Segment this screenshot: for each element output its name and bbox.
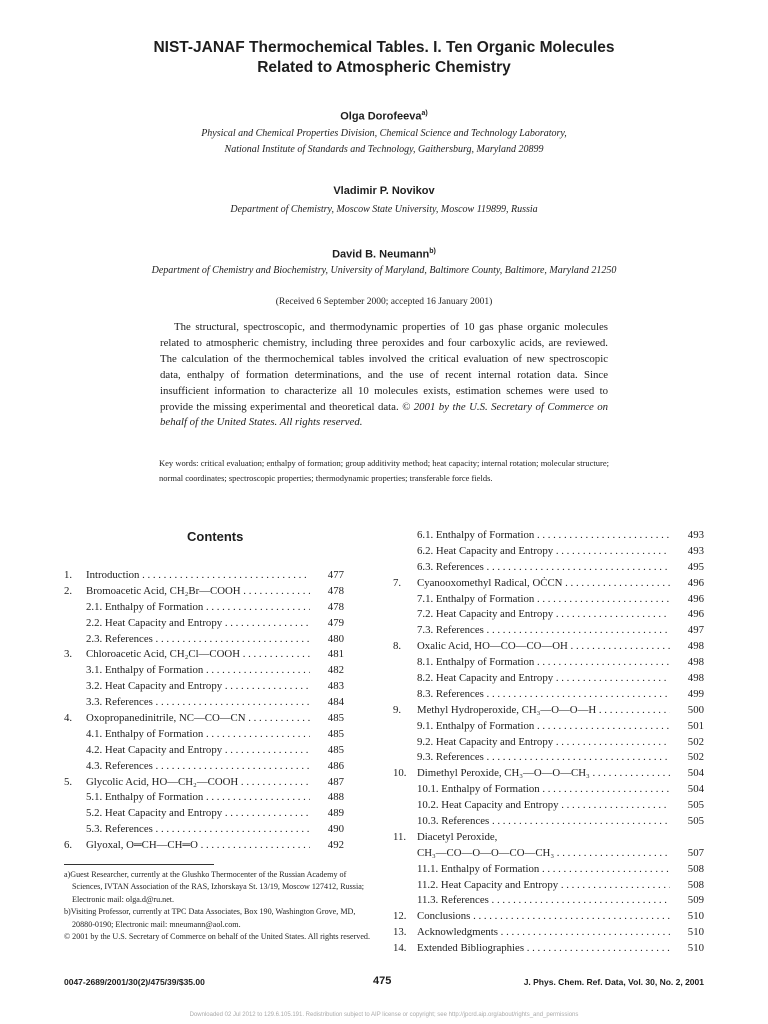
toc-entry	[64, 568, 344, 584]
toc-entry-page: 510	[687, 926, 704, 939]
toc-entry-title: Oxopropanedinitrile, NC—CO—CN . . .	[86, 711, 310, 727]
toc-entry-title: 2.3. References . . .	[86, 632, 310, 648]
toc-entry-number: 14.	[393, 942, 407, 955]
toc-entry-page: 510	[687, 942, 704, 955]
toc-entry-number: 6.	[64, 839, 73, 852]
toc-entry	[393, 592, 704, 608]
toc-entry-number: 10.	[393, 767, 407, 780]
toc-entry-page: 485	[327, 712, 344, 725]
toc-entry	[64, 727, 344, 743]
toc-entry	[393, 862, 704, 878]
toc-entry-title: 8.1. Enthalpy of Formation . . .	[417, 655, 670, 671]
title-line-2: Related to Atmospheric Chemistry	[257, 59, 511, 76]
toc-entry-page: 483	[327, 680, 344, 693]
toc-entry-title: 5.2. Heat Capacity and Entropy . . .	[86, 806, 310, 822]
toc-entry	[393, 639, 704, 655]
footnote-rule	[64, 864, 214, 865]
toc-entry	[64, 775, 344, 791]
affiliation-line: Department of Chemistry, Moscow State University, Moscow 119899, Russia	[230, 204, 538, 215]
contents-heading: Contents	[187, 529, 244, 544]
toc-entry	[393, 560, 704, 576]
toc-entry-number: 11.	[393, 830, 407, 843]
toc-entry-page: 500	[687, 703, 704, 716]
download-note: Downloaded 02 Jul 2012 to 129.6.105.191. Redistribution subject to AIP license or copyright; see http://jpcrd.aip.org/about/rights_and_permissions	[189, 1012, 579, 1018]
toc-entry-page: 508	[687, 878, 704, 891]
toc-entry-page: 484	[327, 696, 344, 709]
toc-entry-page: 505	[687, 799, 704, 812]
toc-entry-title: 7.3. References . . .	[417, 623, 670, 639]
toc-entry	[393, 909, 704, 925]
toc-entry-number: 3.	[64, 648, 73, 661]
toc-entry-title: Glycolic Acid, HO—CH₂—COOH . . .	[86, 775, 310, 791]
toc-entry-number: 9.	[393, 703, 402, 716]
toc-entry-page: 485	[327, 727, 344, 740]
toc-entry-page: 496	[687, 576, 704, 589]
toc-entry-page: 482	[327, 664, 344, 677]
toc-entry-title: Cyanooxomethyl Radical, OĊCN . . .	[417, 576, 670, 592]
toc-entry	[64, 790, 344, 806]
toc-entry-number: 5.	[64, 775, 73, 788]
received-dates: (Received 6 September 2000; accepted 16 January 2001)	[275, 297, 493, 307]
toc-entry-title: Introduction . . .	[86, 568, 310, 584]
toc-entry	[64, 584, 344, 600]
title-line-1: NIST-JANAF Thermochemical Tables. I. Ten Organic Molecules	[153, 39, 615, 56]
author-3	[0, 248, 768, 261]
toc-entry-title: 5.3. References . . .	[86, 822, 310, 838]
toc-entry	[64, 616, 344, 632]
toc-entry	[64, 695, 344, 711]
toc-entry-page: 504	[687, 783, 704, 796]
toc-entry	[64, 600, 344, 616]
keywords: Key words: critical evaluation; enthalpy of formation; group additivity method; heat capacity; internal rotation; molecular structure; normal coordinates; spectroscopic properties; thermodynamic properties; transferable force fields.	[159, 458, 609, 484]
toc-entry-page: 498	[687, 656, 704, 669]
toc-entry-title: Bromoacetic Acid, CH₂Br—COOH . . .	[86, 584, 310, 600]
toc-entry-page: 488	[327, 791, 344, 804]
toc-entry	[393, 544, 704, 560]
abstract-text: The structural, spectroscopic, and thermodynamic properties of 10 gas phase organic molecules related to atmospheric chemistry, including three peroxides and four carboxylic acids, are reviewed. The calculation of the thermochemical tables involved the critical evaluation of new spectroscopic data, enthalpy of formation determinations, and the use of recent internal rotation data. Since insufficient information to characterize all 10 molecules exists, estimation schemes were used to provide the missing experimental and theoretical data.	[160, 321, 608, 413]
toc-entry-page: 499	[687, 687, 704, 700]
toc-entry-title: 6.1. Enthalpy of Formation . . .	[417, 528, 670, 544]
toc-entry	[393, 671, 704, 687]
toc-entry-page: 502	[687, 751, 704, 764]
author-name: David B. Neumann	[332, 248, 430, 261]
toc-entry	[64, 838, 344, 854]
toc-entry-page: 487	[327, 775, 344, 788]
toc-entry-page: 493	[687, 544, 704, 557]
toc-entry-title: 9.2. Heat Capacity and Entropy . . .	[417, 735, 670, 751]
footnote-copyright: © 2001 by the U.S. Secretary of Commerce on behalf of the United States. All rights reserved.	[64, 932, 370, 942]
toc-entry	[64, 679, 344, 695]
toc-entry-title: 6.2. Heat Capacity and Entropy . . .	[417, 544, 670, 560]
author-mark: a)	[421, 110, 428, 117]
toc-entry-number: 8.	[393, 640, 402, 653]
paper-title	[0, 38, 768, 78]
toc-entry	[64, 743, 344, 759]
author-mark: b)	[429, 248, 436, 255]
abstract	[160, 320, 608, 431]
toc-entry-title: Glyoxal, O═CH—CH═O . . .	[86, 838, 310, 854]
toc-entry-page: 505	[687, 815, 704, 828]
author-name: Olga Dorofeeva	[340, 110, 422, 123]
toc-entry-page: 493	[687, 529, 704, 541]
footnotes	[64, 869, 376, 943]
toc-entry-number: 12.	[393, 910, 407, 923]
toc-entry-number: 2.	[64, 584, 73, 597]
toc-entry-title: 8.3. References . . .	[417, 687, 670, 703]
toc-entry	[393, 941, 704, 957]
toc-entry-page: 508	[687, 862, 704, 875]
toc-entry-title: 10.1. Enthalpy of Formation . . .	[417, 782, 670, 798]
toc-entry-title: 9.3. References . . .	[417, 750, 670, 766]
journal-citation: J. Phys. Chem. Ref. Data, Vol. 30, No. 2, 2001	[523, 977, 704, 987]
toc-entry-title: 3.1. Enthalpy of Formation . . .	[86, 663, 310, 679]
affiliation-line: Department of Chemistry and Biochemistry, University of Maryland, Baltimore County, Baltimore, Maryland 21250	[151, 265, 617, 276]
toc-entry-title: Diacetyl Peroxide,	[417, 830, 498, 843]
toc-entry	[393, 766, 704, 782]
toc-entry-page: 489	[327, 807, 344, 820]
toc-entry-title: 11.3. References . . .	[417, 893, 670, 909]
toc-left-column	[64, 568, 344, 854]
toc-entry-page: 481	[327, 648, 344, 661]
toc-entry-title: Methyl Hydroperoxide, CH₃—O—O—H . . .	[417, 703, 670, 719]
toc-entry-page: 498	[687, 640, 704, 653]
toc-entry-number: 4.	[64, 712, 73, 725]
author-1	[0, 110, 768, 123]
toc-entry-page: 502	[687, 735, 704, 748]
toc-entry	[393, 623, 704, 639]
toc-entry-title: 3.2. Heat Capacity and Entropy . . .	[86, 679, 310, 695]
toc-entry	[393, 735, 704, 751]
affiliation-2	[0, 202, 768, 218]
toc-entry-page: 477	[327, 569, 344, 581]
toc-entry-page: 501	[687, 719, 704, 732]
footer-code: 0047-2689/2001/30(2)/475/39/$35.00	[64, 977, 205, 987]
toc-entry-title: 3.3. References . . .	[86, 695, 310, 711]
toc-entry	[64, 632, 344, 648]
toc-entry-page: 492	[327, 839, 344, 852]
toc-entry-title: 8.2. Heat Capacity and Entropy . . .	[417, 671, 670, 687]
toc-entry-title: 10.3. References . . .	[417, 814, 670, 830]
affiliation-line: National Institute of Standards and Technology, Gaithersburg, Maryland 20899	[224, 144, 544, 155]
toc-entry-title: 11.2. Heat Capacity and Entropy . . .	[417, 878, 670, 894]
toc-entry-title: 7.1. Enthalpy of Formation . . .	[417, 592, 670, 608]
author-name: Vladimir P. Novikov	[333, 185, 435, 197]
affiliation-line: Physical and Chemical Properties Division, Chemical Science and Technology Laboratory,	[201, 128, 567, 139]
affiliation-1	[0, 126, 768, 158]
toc-entry-title: 5.1. Enthalpy of Formation . . .	[86, 790, 310, 806]
author-2	[0, 185, 768, 197]
toc-entry	[393, 576, 704, 592]
toc-entry	[393, 925, 704, 941]
toc-entry-page: 509	[687, 894, 704, 907]
toc-entry-page: 496	[687, 592, 704, 605]
toc-entry-title: 7.2. Heat Capacity and Entropy . . .	[417, 607, 670, 623]
toc-entry-page: 490	[327, 823, 344, 836]
toc-entry-page: 486	[327, 759, 344, 772]
affiliation-3	[0, 263, 768, 279]
toc-entry-page: 507	[687, 846, 704, 859]
toc-entry-title: 2.1. Enthalpy of Formation . . .	[86, 600, 310, 616]
toc-entry	[393, 607, 704, 623]
toc-entry	[64, 711, 344, 727]
toc-entry-page: 495	[687, 560, 704, 573]
toc-entry-title: Conclusions . . .	[417, 909, 670, 925]
toc-entry	[393, 719, 704, 735]
toc-entry-page: 480	[327, 632, 344, 645]
toc-entry-title: CH₃—CO—O—O—CO—CH₃ . . .	[417, 846, 670, 862]
toc-entry-page: 497	[687, 624, 704, 637]
toc-entry-page: 478	[327, 584, 344, 597]
toc-entry	[393, 687, 704, 703]
toc-entry-number: 7.	[393, 576, 402, 589]
toc-entry-page: 496	[687, 608, 704, 621]
toc-entry	[64, 822, 344, 838]
toc-entry	[64, 759, 344, 775]
toc-entry	[393, 782, 704, 798]
page-number: 475	[373, 975, 392, 987]
toc-entry	[393, 846, 704, 862]
toc-entry-title: Chloroacetic Acid, CH₂Cl—COOH . . .	[86, 647, 310, 663]
toc-entry-title: 10.2. Heat Capacity and Entropy . . .	[417, 798, 670, 814]
footnote-a: a)Guest Researcher, currently at the Glushko Thermocenter of the Russian Academy of Sciences, IVTAN Association of the RAS, Izhorskaya St. 13/19, Moscow 127412, Russia; Electronic mail: olga.d@ru.net.	[64, 870, 365, 904]
toc-entry-title: 11.1. Enthalpy of Formation . . .	[417, 862, 670, 878]
abstract-copyright: © 2001 by the U.S. Secretary of Commerce on behalf of the United States. All rights reserved.	[160, 400, 609, 429]
toc-entry	[393, 814, 704, 830]
toc-entry	[393, 830, 704, 846]
toc-entry	[393, 528, 704, 544]
toc-entry-page: 478	[327, 600, 344, 613]
toc-entry-page: 510	[687, 910, 704, 923]
toc-entry	[393, 798, 704, 814]
toc-entry	[64, 806, 344, 822]
toc-entry-title: 9.1. Enthalpy of Formation . . .	[417, 719, 670, 735]
toc-entry-page: 498	[687, 672, 704, 685]
toc-entry-title: 2.2. Heat Capacity and Entropy . . .	[86, 616, 310, 632]
toc-entry-title: 4.2. Heat Capacity and Entropy . . .	[86, 743, 310, 759]
toc-entry-title: Acknowledgments . . .	[417, 925, 670, 941]
toc-entry	[393, 878, 704, 894]
toc-entry-title: Extended Bibliographies . . .	[417, 941, 670, 957]
toc-entry-number: 13.	[393, 926, 407, 939]
toc-entry	[393, 893, 704, 909]
toc-entry	[393, 655, 704, 671]
toc-entry-page: 485	[327, 743, 344, 756]
toc-entry-page: 479	[327, 616, 344, 629]
footnote-b: b)Visiting Professor, currently at TPC Data Associates, Box 190, Washington Grove, MD, 20880-0190; Electronic mail: mneumann@aol.com.	[64, 907, 356, 929]
toc-entry	[64, 663, 344, 679]
toc-right-column	[393, 528, 704, 957]
toc-entry	[64, 647, 344, 663]
toc-entry	[393, 750, 704, 766]
toc-entry-page: 504	[687, 767, 704, 780]
toc-entry-title: Oxalic Acid, HO—CO—CO—OH . . .	[417, 639, 670, 655]
toc-entry-title: 6.3. References . . .	[417, 560, 670, 576]
toc-entry-title: 4.3. References . . .	[86, 759, 310, 775]
toc-entry-title: 4.1. Enthalpy of Formation . . .	[86, 727, 310, 743]
toc-entry-number: 1.	[64, 569, 73, 581]
toc-entry	[393, 703, 704, 719]
toc-entry-title: Dimethyl Peroxide, CH₃—O—O—CH₃ . . .	[417, 766, 670, 782]
